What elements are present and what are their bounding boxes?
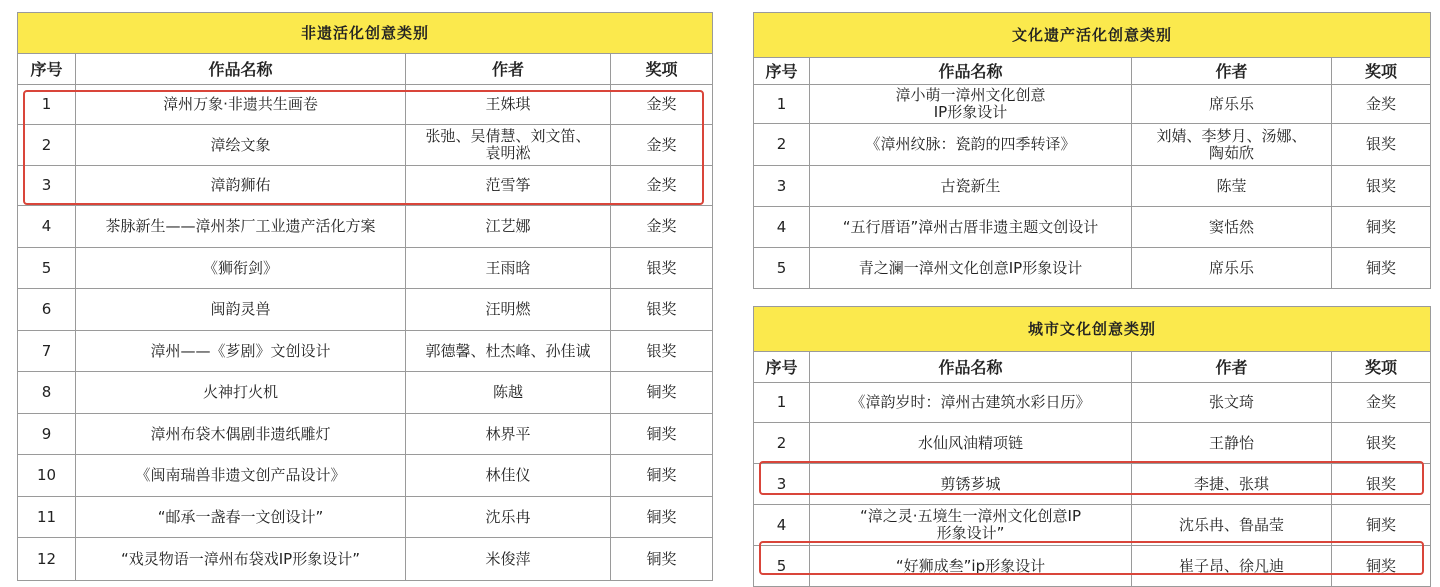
table-header-row <box>18 54 713 85</box>
work-name: 漳小萌一漳州文化创意 IP形象设计 <box>810 85 1132 124</box>
work-name: 火神打火机 <box>76 372 406 414</box>
work-name: 漳绘文象 <box>76 125 406 166</box>
award: 银奖 <box>611 289 713 331</box>
award: 铜奖 <box>611 372 713 414</box>
award: 铜奖 <box>611 538 713 581</box>
work-name: 漳州万象·非遗共生画卷 <box>76 85 406 125</box>
row-index: 6 <box>18 289 76 331</box>
table-row <box>18 497 713 538</box>
author: 郭德馨、杜杰峰、孙佳诚 <box>406 331 611 372</box>
award: 金奖 <box>611 125 713 166</box>
table-row <box>18 331 713 372</box>
author: 陈越 <box>406 372 611 414</box>
author: 张弛、吴倩慧、刘文笛、 袁明淞 <box>406 125 611 166</box>
header-index: 序号 <box>754 58 810 85</box>
table-row <box>754 464 1431 505</box>
author: 沈乐冉 <box>406 497 611 538</box>
work-name: 《狮衔剑》 <box>76 248 406 289</box>
table-title: 城市文化创意类别 <box>754 307 1431 352</box>
row-index: 9 <box>18 414 76 455</box>
table-row <box>18 125 713 166</box>
award: 铜奖 <box>1332 207 1431 248</box>
award: 金奖 <box>1332 383 1431 423</box>
award: 金奖 <box>611 166 713 206</box>
work-name: 闽韵灵兽 <box>76 289 406 331</box>
table-row <box>754 207 1431 248</box>
work-name: 《漳州纹脉：瓷韵的四季转译》 <box>810 124 1132 166</box>
table-row <box>754 166 1431 207</box>
award: 铜奖 <box>1332 248 1431 289</box>
table-row <box>18 372 713 414</box>
table-row <box>754 546 1431 587</box>
header-award: 奖项 <box>1332 352 1431 383</box>
table-title-row <box>754 307 1431 352</box>
table-title: 文化遗产活化创意类别 <box>754 13 1431 58</box>
table-row <box>18 206 713 248</box>
table-row <box>18 166 713 206</box>
table-title-row <box>754 13 1431 58</box>
table-urban-culture <box>753 306 1431 587</box>
table-row <box>754 383 1431 423</box>
award: 银奖 <box>1332 423 1431 464</box>
table-row <box>18 455 713 497</box>
author: 李捷、张琪 <box>1132 464 1332 505</box>
work-name: 《漳韵岁时：漳州古建筑水彩日历》 <box>810 383 1132 423</box>
work-name: 漳州——《芗剧》文创设计 <box>76 331 406 372</box>
table-row <box>18 538 713 581</box>
table-body <box>754 307 1431 587</box>
row-index: 1 <box>754 383 810 423</box>
work-name: 漳州布袋木偶剧非遗纸雕灯 <box>76 414 406 455</box>
award: 金奖 <box>611 85 713 125</box>
work-name: “漳之灵·五境生一漳州文化创意IP 形象设计” <box>810 505 1132 546</box>
award: 铜奖 <box>611 414 713 455</box>
table-row <box>18 289 713 331</box>
work-name: 漳韵狮佑 <box>76 166 406 206</box>
award: 银奖 <box>611 331 713 372</box>
author: 崔子昂、徐凡迪 <box>1132 546 1332 587</box>
work-name: “好狮成叁”ip形象设计 <box>810 546 1132 587</box>
author: 汪明燃 <box>406 289 611 331</box>
table-row <box>754 85 1431 124</box>
row-index: 5 <box>754 546 810 587</box>
row-index: 5 <box>18 248 76 289</box>
row-index: 3 <box>754 166 810 207</box>
work-name: 青之澜一漳州文化创意IP形象设计 <box>810 248 1132 289</box>
row-index: 11 <box>18 497 76 538</box>
row-index: 8 <box>18 372 76 414</box>
table-title-row <box>18 13 713 54</box>
author: 林佳仪 <box>406 455 611 497</box>
author: 米俊萍 <box>406 538 611 581</box>
work-name: 古瓷新生 <box>810 166 1132 207</box>
row-index: 4 <box>754 505 810 546</box>
table-row <box>18 85 713 125</box>
work-name: 《闽南瑞兽非遗文创产品设计》 <box>76 455 406 497</box>
award: 铜奖 <box>611 455 713 497</box>
award: 铜奖 <box>1332 546 1431 587</box>
row-index: 10 <box>18 455 76 497</box>
work-name: 水仙风油精项链 <box>810 423 1132 464</box>
table-title: 非遗活化创意类别 <box>18 13 713 54</box>
work-name: “邮承一盏春一文创设计” <box>76 497 406 538</box>
award: 银奖 <box>1332 166 1431 207</box>
header-work-name: 作品名称 <box>76 54 406 85</box>
author: 江艺娜 <box>406 206 611 248</box>
header-index: 序号 <box>18 54 76 85</box>
table-row <box>18 414 713 455</box>
row-index: 1 <box>754 85 810 124</box>
author: 王静怡 <box>1132 423 1332 464</box>
award: 金奖 <box>1332 85 1431 124</box>
header-work-name: 作品名称 <box>810 58 1132 85</box>
row-index: 2 <box>754 423 810 464</box>
table-header-row <box>754 58 1431 85</box>
work-name: 茶脉新生——漳州茶厂工业遗产活化方案 <box>76 206 406 248</box>
row-index: 2 <box>18 125 76 166</box>
row-index: 4 <box>18 206 76 248</box>
author: 席乐乐 <box>1132 85 1332 124</box>
author: 张文琦 <box>1132 383 1332 423</box>
table-row <box>754 505 1431 546</box>
header-index: 序号 <box>754 352 810 383</box>
table-heritage-activation <box>17 12 713 581</box>
table-row <box>754 248 1431 289</box>
author: 陈莹 <box>1132 166 1332 207</box>
award: 铜奖 <box>1332 505 1431 546</box>
header-work-name: 作品名称 <box>810 352 1132 383</box>
author: 沈乐冉、鲁晶莹 <box>1132 505 1332 546</box>
header-author: 作者 <box>406 54 611 85</box>
award: 银奖 <box>1332 464 1431 505</box>
author: 席乐乐 <box>1132 248 1332 289</box>
row-index: 1 <box>18 85 76 125</box>
author: 范雪筝 <box>406 166 611 206</box>
author: 林界平 <box>406 414 611 455</box>
header-author: 作者 <box>1132 58 1332 85</box>
row-index: 4 <box>754 207 810 248</box>
table-cultural-heritage <box>753 12 1431 289</box>
award: 银奖 <box>611 248 713 289</box>
award: 铜奖 <box>611 497 713 538</box>
table-body <box>754 13 1431 289</box>
work-name: “五行厝语”漳州古厝非遗主题文创设计 <box>810 207 1132 248</box>
author: 王姝琪 <box>406 85 611 125</box>
row-index: 5 <box>754 248 810 289</box>
header-author: 作者 <box>1132 352 1332 383</box>
author: 窦恬然 <box>1132 207 1332 248</box>
row-index: 3 <box>754 464 810 505</box>
author: 刘婧、李梦月、汤娜、 陶茹欣 <box>1132 124 1332 166</box>
row-index: 2 <box>754 124 810 166</box>
work-name: 剪锈芗城 <box>810 464 1132 505</box>
header-award: 奖项 <box>611 54 713 85</box>
row-index: 7 <box>18 331 76 372</box>
row-index: 12 <box>18 538 76 581</box>
work-name: “戏灵物语一漳州布袋戏IP形象设计” <box>76 538 406 581</box>
header-award: 奖项 <box>1332 58 1431 85</box>
award: 金奖 <box>611 206 713 248</box>
author: 王雨晗 <box>406 248 611 289</box>
table-row <box>18 248 713 289</box>
row-index: 3 <box>18 166 76 206</box>
table-row <box>754 423 1431 464</box>
table-row <box>754 124 1431 166</box>
table-header-row <box>754 352 1431 383</box>
table-body <box>18 13 713 581</box>
award: 银奖 <box>1332 124 1431 166</box>
